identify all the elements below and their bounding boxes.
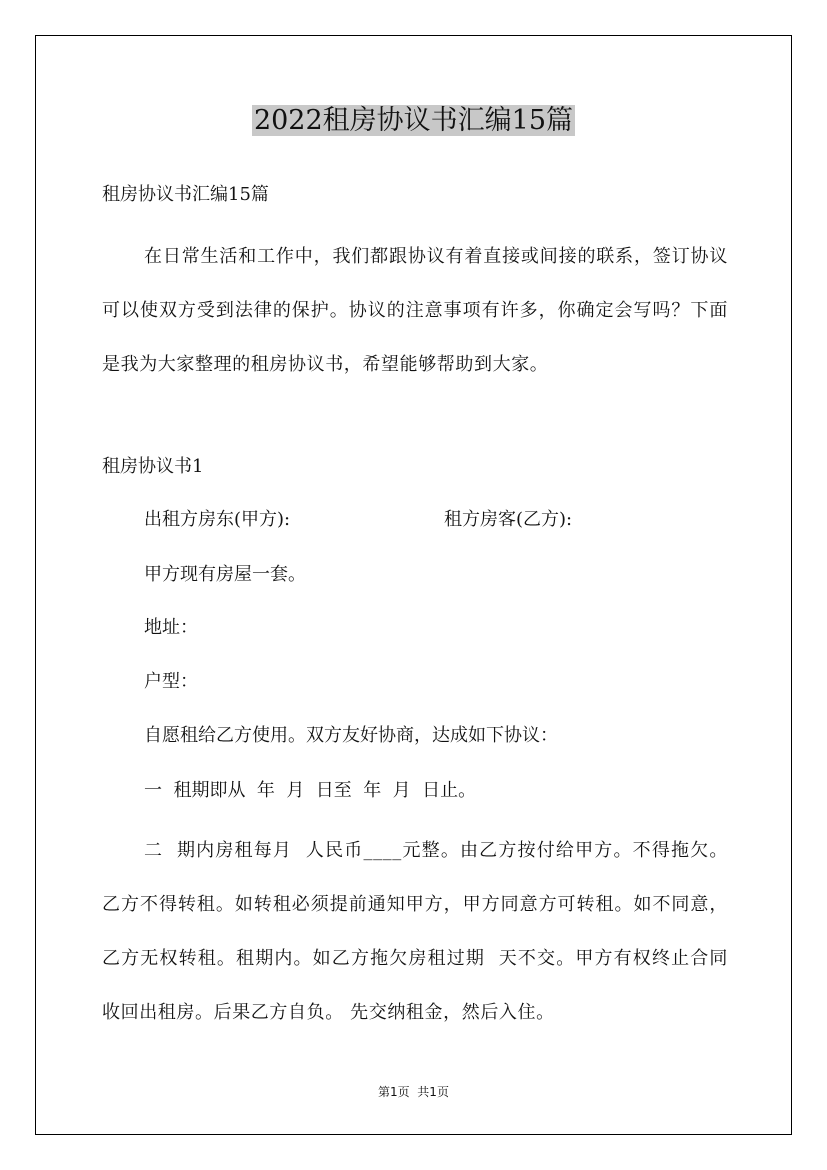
lessee-label: 租方房客(乙方): bbox=[444, 509, 573, 530]
consent-statement: 自愿租给乙方使用。双方友好协商，达成如下协议： bbox=[144, 725, 558, 746]
address-label: 地址： bbox=[144, 617, 198, 638]
lessor-label: 出租方房东(甲方): bbox=[144, 509, 291, 530]
document-title-text: 2022租房协议书汇编15篇 bbox=[253, 105, 574, 136]
section-heading: 租房协议书1 bbox=[102, 456, 204, 477]
clause-rent: 二 期内房租每月 人民币____元整。由乙方按付给甲方。不得拖欠。乙方不得转租。如转租必须提前通知甲方，甲方同意方可转租。如不同意，乙方无权转租。租期内。如乙方拖欠房租过期 天不交。甲方有权终止合同收回出租房。后果乙方自负。 先交纳租金，然后入住。 bbox=[102, 840, 728, 1023]
page-footer: 第1页 共1页 bbox=[378, 1085, 449, 1099]
house-statement: 甲方现有房屋一套。 bbox=[144, 564, 306, 585]
document-subtitle: 租房协议书汇编15篇 bbox=[102, 184, 269, 205]
document-title bbox=[0, 100, 827, 142]
clause-term: 一 租期即从 年 月 日至 年 月 日止。 bbox=[144, 780, 477, 801]
house-type-label: 户型： bbox=[144, 671, 198, 692]
intro-paragraph: 在日常生活和工作中，我们都跟协议有着直接或间接的联系，签订协议可以使双方受到法律的保护。协议的注意事项有许多，你确定会写吗？下面是我为大家整理的租房协议书，希望能够帮助到大家。 bbox=[102, 246, 728, 375]
